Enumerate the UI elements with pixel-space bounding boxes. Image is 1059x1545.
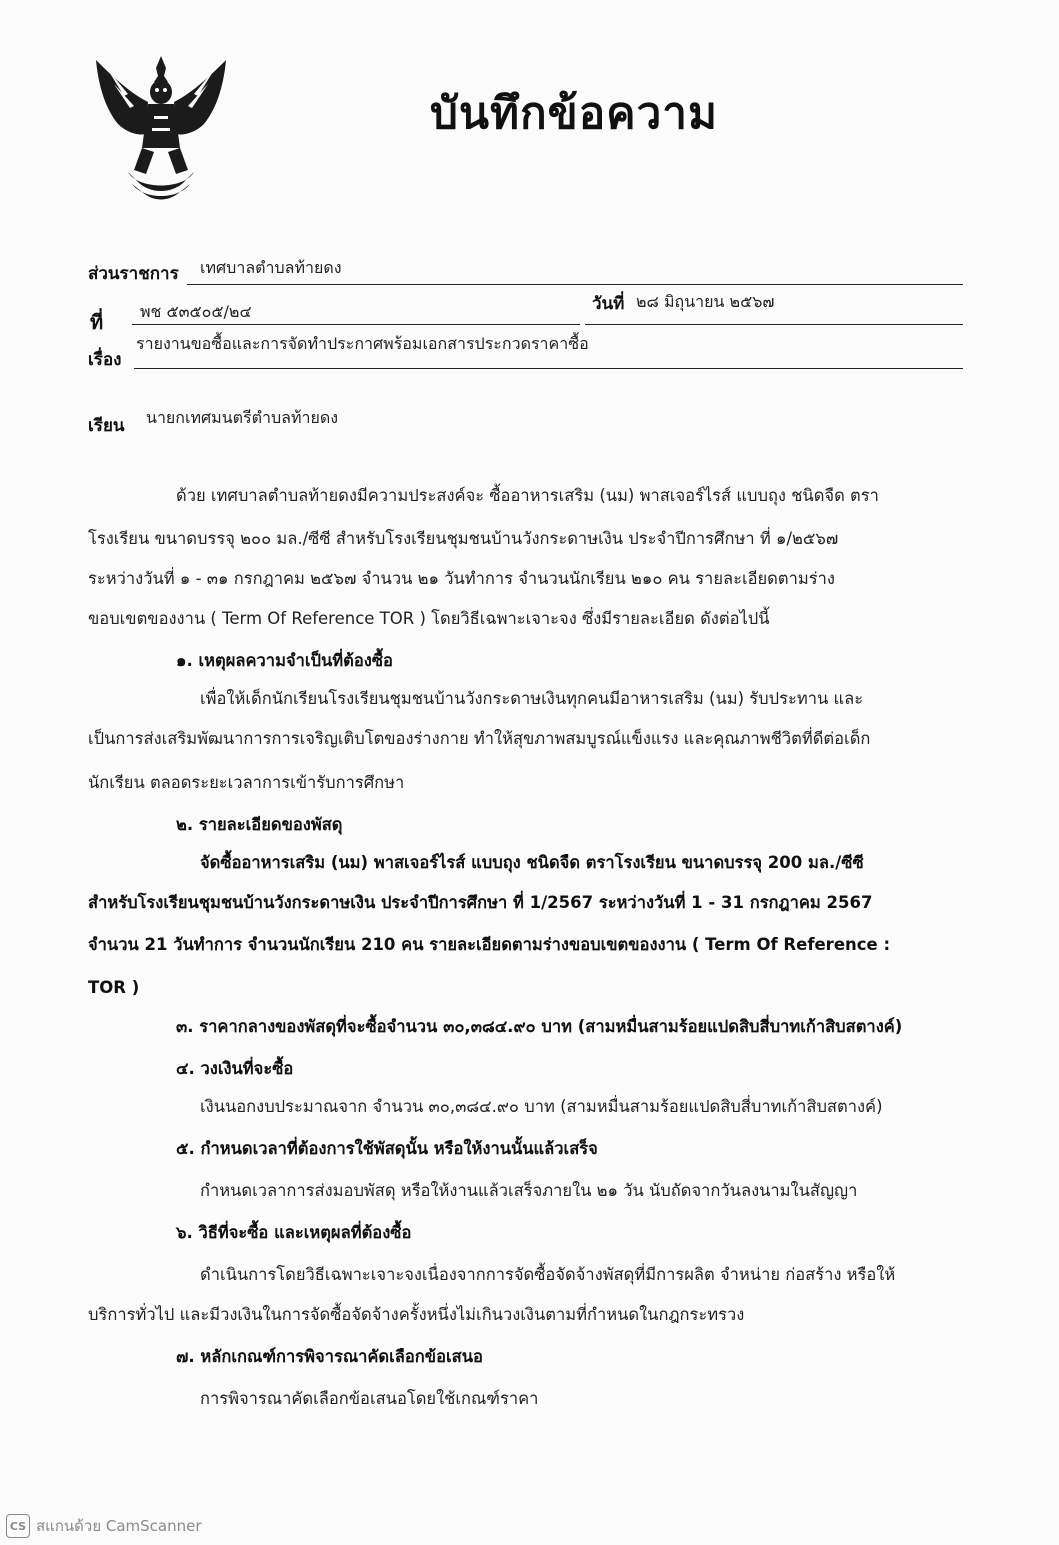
agency-value: เทศบาลตำบลท้ายดง bbox=[200, 258, 342, 277]
section-5-line-1: กำหนดเวลาการส่งมอบพัสดุ หรือให้งานแล้วเสร็จภายใน ๒๑ วัน นับถัดจากวันลงนามในสัญญา bbox=[200, 1181, 858, 1200]
section-7-heading: ๗. หลักเกณฑ์การพิจารณาคัดเลือกข้อเสนอ bbox=[176, 1347, 483, 1366]
section-5-heading: ๕. กำหนดเวลาที่ต้องการใช้พัสดุนั้น หรือให้งานนั้นแล้วเสร็จ bbox=[176, 1139, 598, 1158]
section-1-heading: ๑. เหตุผลความจำเป็นที่ต้องซื้อ bbox=[176, 651, 393, 670]
section-6-line-2: บริการทั่วไป และมีวงเงินในการจัดซื้อจัดจ้างครั้งหนึ่งไม่เกินวงเงินตามที่กำหนดในกฎกระทรวง bbox=[88, 1305, 745, 1324]
ref-label: ที่ bbox=[90, 310, 104, 334]
section-7-line-1: การพิจารณาคัดเลือกข้อเสนอโดยใช้เกณฑ์ราคา bbox=[200, 1389, 539, 1408]
ref-value: พช ๕๓๕๐๕/๒๔ bbox=[140, 302, 252, 321]
camscanner-text: สแกนด้วย CamScanner bbox=[36, 1517, 202, 1535]
subject-label: เรื่อง bbox=[88, 350, 122, 370]
section-1-line-2: เป็นการส่งเสริมพัฒนาการการเจริญเติบโตของร่างกาย ทำให้สุขภาพสมบูรณ์แข็งแรง และคุณภาพชีวิตที่ดีต่อเด็ก bbox=[88, 729, 871, 748]
section-2-line-2: สำหรับโรงเรียนชุมชนบ้านวังกระดาษเงิน ประจำปีการศึกษา ที่ 1/2567 ระหว่างวันที่ 1 - 31 กรกฎาคม 2567 bbox=[88, 893, 873, 912]
intro-line-1: ด้วย เทศบาลตำบลท้ายดงมีความประสงค์จะ ซื้ออาหารเสริม (นม) พาสเจอร์ไรส์ แบบถุง ชนิดจืด ตรา bbox=[176, 486, 879, 505]
section-6-line-1: ดำเนินการโดยวิธีเฉพาะเจาะจงเนื่องจากการจัดซื้อจัดจ้างพัสดุที่มีการผลิต จำหน่าย ก่อสร้าง หรือให้ bbox=[200, 1265, 896, 1284]
date-rule bbox=[585, 324, 963, 325]
section-6-heading: ๖. วิธีที่จะซื้อ และเหตุผลที่ต้องซื้อ bbox=[176, 1223, 412, 1242]
agency-rule bbox=[187, 284, 963, 285]
agency-label: ส่วนราชการ bbox=[88, 264, 179, 284]
section-1-line-1: เพื่อให้เด็กนักเรียนโรงเรียนชุมชนบ้านวังกระดาษเงินทุกคนมีอาหารเสริม (นม) รับประทาน และ bbox=[200, 689, 864, 708]
section-4-line-1: เงินนอกงบประมาณจาก จำนวน ๓๐,๓๘๔.๙๐ บาท (สามหมื่นสามร้อยแปดสิบสี่บาทเก้าสิบสตางค์) bbox=[200, 1097, 883, 1116]
section-2-heading: ๒. รายละเอียดของพัสดุ bbox=[176, 815, 343, 834]
section-2-line-1: จัดซื้ออาหารเสริม (นม) พาสเจอร์ไรส์ แบบถุง ชนิดจืด ตราโรงเรียน ขนาดบรรจุ 200 มล./ซีซี bbox=[200, 853, 864, 872]
date-label: วันที่ bbox=[592, 294, 625, 314]
subject-value: รายงานขอซื้อและการจัดทำประกาศพร้อมเอกสารประกวดราคาซื้อ bbox=[136, 334, 589, 353]
garuda-emblem-icon bbox=[88, 52, 234, 202]
camscanner-logo-icon: CS bbox=[6, 1514, 30, 1538]
subject-rule bbox=[134, 368, 963, 369]
section-1-line-3: นักเรียน ตลอดระยะเวลาการเข้ารับการศึกษา bbox=[88, 773, 405, 792]
intro-line-3: ระหว่างวันที่ ๑ - ๓๑ กรกฎาคม ๒๕๖๗ จำนวน ๒๑ วันทำการ จำนวนนักเรียน ๒๑๐ คน รายละเอียดตามร่าง bbox=[88, 569, 835, 588]
to-value: นายกเทศมนตรีตำบลท้ายดง bbox=[146, 408, 339, 427]
to-label: เรียน bbox=[88, 416, 125, 436]
document-title: บันทึกข้อความ bbox=[430, 88, 719, 139]
section-4-heading: ๔. วงเงินที่จะซื้อ bbox=[176, 1059, 294, 1078]
intro-line-4: ขอบเขตของงาน ( Term Of Reference TOR ) โดยวิธีเฉพาะเจาะจง ซึ่งมีรายละเอียด ดังต่อไปนี้ bbox=[88, 609, 770, 628]
section-3-heading: ๓. ราคากลางของพัสดุที่จะซื้อจำนวน ๓๐,๓๘๔.๙๐ บาท (สามหมื่นสามร้อยแปดสิบสี่บาทเก้าสิบสตางค์) bbox=[176, 1017, 903, 1036]
date-value: ๒๘ มิถุนายน ๒๕๖๗ bbox=[636, 292, 775, 311]
camscanner-footer bbox=[6, 1514, 202, 1538]
section-2-line-3: จำนวน 21 วันทำการ จำนวนนักเรียน 210 คน รายละเอียดตามร่างขอบเขตของงาน ( Term Of Reference : bbox=[88, 935, 891, 954]
section-2-line-4: TOR ) bbox=[88, 978, 140, 997]
intro-line-2: โรงเรียน ขนาดบรรจุ ๒๐๐ มล./ซีซี สำหรับโรงเรียนชุมชนบ้านวังกระดาษเงิน ประจำปีการศึกษา ที่ ๑/๒๕๖๗ bbox=[88, 529, 839, 548]
ref-rule bbox=[132, 324, 580, 325]
